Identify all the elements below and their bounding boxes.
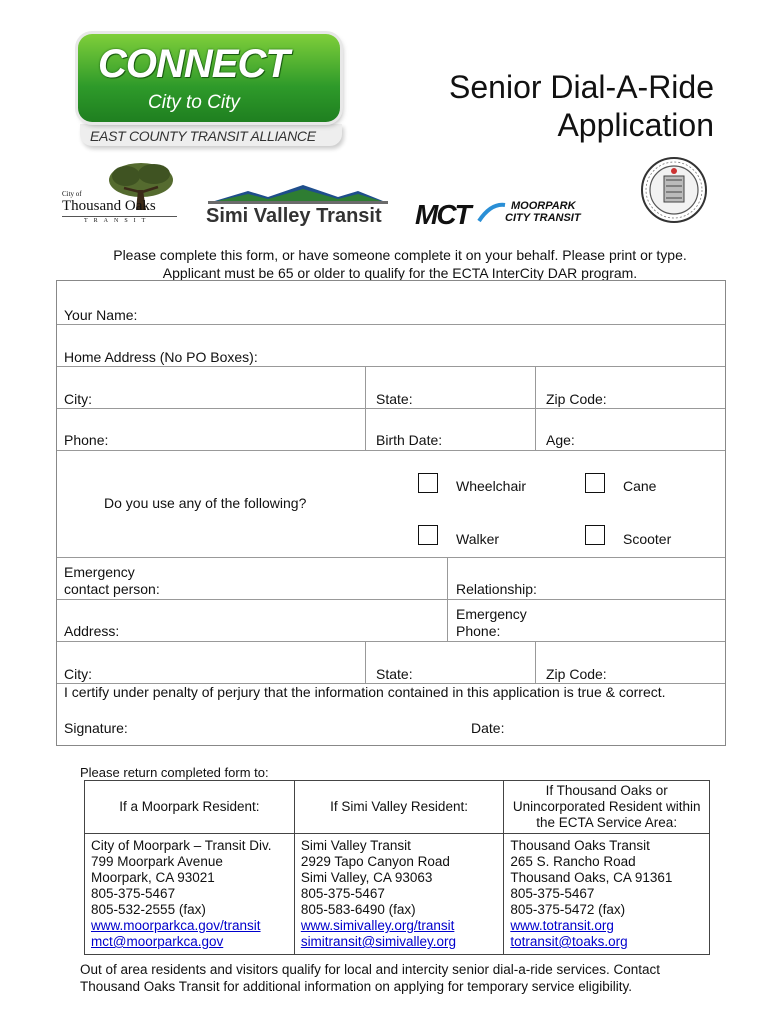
form-divider [57, 408, 725, 409]
return-address-table [84, 780, 710, 955]
connect-logo-word: CONNECT [98, 42, 289, 86]
wheelchair-checkbox[interactable] [418, 473, 438, 493]
footer-line-1: Out of area residents and visitors qualify for local and intercity senior dial-a-ride services. Contact [80, 962, 661, 977]
simi-valley-website-link[interactable]: www.simivalley.org/transit [300, 918, 455, 933]
page-title [400, 68, 714, 144]
address-line: Simi Valley Transit [300, 838, 411, 853]
form-col-divider [365, 641, 366, 683]
state-label-2: State: [376, 666, 413, 682]
form-divider [57, 641, 725, 642]
phone-line: 805-375-5467 [510, 886, 595, 901]
thousand-oaks-website-link[interactable]: www.totransit.org [510, 918, 614, 933]
title-line-1: Senior Dial-A-Ride [449, 69, 714, 105]
moorpark-line-2: CITY TRANSIT [505, 212, 581, 224]
thousand-oaks-logo [62, 160, 182, 230]
emergency-phone-label-2: Phone: [456, 623, 501, 639]
signature-label: Signature: [64, 720, 128, 736]
intro-text [60, 246, 740, 282]
form-col-divider [535, 641, 536, 683]
city-label-2: City: [64, 666, 92, 682]
thousand-oaks-header: If Thousand Oaks or Unincorporated Resident within the ECTA Service Area: [504, 781, 710, 834]
mountains-icon [208, 185, 388, 205]
zip-label: Zip Code: [546, 391, 607, 407]
address-line: 2929 Tapo Canyon Road [300, 854, 450, 869]
emergency-contact-label-1: Emergency [64, 564, 135, 580]
application-form [56, 280, 726, 746]
phone-line: 805-375-5467 [300, 886, 385, 901]
fax-line: 805-532-2555 (fax) [91, 902, 206, 917]
moorpark-email-link[interactable]: mct@moorparkca.gov [91, 934, 224, 949]
thousand-oaks-address-cell [504, 834, 710, 955]
address-label: Address: [64, 623, 120, 639]
form-divider [57, 599, 725, 600]
form-col-divider [535, 366, 536, 450]
walker-label: Walker [456, 531, 500, 547]
your-name-label: Your Name: [64, 307, 138, 323]
moorpark-address-cell [85, 834, 295, 955]
intro-line-1: Please complete this form, or have someone complete it on your behalf. Please print or type. [113, 247, 687, 263]
age-label: Age: [546, 432, 575, 448]
emergency-phone-label-1: Emergency [456, 606, 527, 622]
simi-valley-transit-name: Simi Valley Transit [206, 205, 382, 227]
thousand-oaks-sub: TRANSIT [84, 218, 152, 224]
footer-note [80, 961, 720, 995]
state-label: State: [376, 391, 413, 407]
relationship-label: Relationship: [456, 581, 537, 597]
walker-checkbox[interactable] [418, 525, 438, 545]
simi-valley-transit-logo [204, 185, 394, 235]
swoosh-icon [477, 201, 507, 225]
thousand-oaks-city-of: City of [62, 190, 82, 198]
moorpark-city-transit-logo [415, 195, 625, 229]
phone-line: 805-375-5467 [91, 886, 176, 901]
title-line-2: Application [557, 107, 714, 143]
zip-label-2: Zip Code: [546, 666, 607, 682]
fax-line: 805-375-5472 (fax) [510, 902, 626, 917]
moorpark-mark: MCT [415, 199, 470, 230]
phone-label: Phone: [64, 432, 109, 448]
address-line: 799 Moorpark Avenue [91, 854, 223, 869]
thousand-oaks-name: Thousand Oaks [62, 198, 156, 214]
moorpark-header: If a Moorpark Resident: [85, 781, 295, 834]
table-header-row [85, 781, 710, 834]
moorpark-website-link[interactable]: www.moorparkca.gov/transit [91, 918, 261, 933]
connect-logo-alliance: EAST COUNTY TRANSIT ALLIANCE [90, 128, 316, 144]
table-row [85, 834, 710, 955]
form-divider [57, 450, 725, 451]
address-line: Thousand Oaks Transit [510, 838, 650, 853]
cane-checkbox[interactable] [585, 473, 605, 493]
county-seal-icon [640, 156, 708, 224]
certify-statement: I certify under penalty of perjury that the information contained in this application is true & correct. [64, 684, 666, 700]
form-col-divider [447, 557, 448, 641]
address-line: Moorpark, CA 93021 [91, 870, 215, 885]
simi-valley-email-link[interactable]: simitransit@simivalley.org [300, 934, 457, 949]
address-line: Simi Valley, CA 93063 [300, 870, 433, 885]
thousand-oaks-rule [62, 216, 177, 217]
fax-line: 805-583-6490 (fax) [300, 902, 416, 917]
connect-logo-tagline: City to City [148, 92, 240, 113]
wheelchair-label: Wheelchair [456, 478, 527, 494]
form-divider [57, 366, 725, 367]
date-label: Date: [471, 720, 505, 736]
simi-valley-header: If Simi Valley Resident: [294, 781, 504, 834]
cane-label: Cane [623, 478, 657, 494]
form-divider [57, 557, 725, 558]
scooter-checkbox[interactable] [585, 525, 605, 545]
emergency-contact-label-2: contact person: [64, 581, 160, 597]
city-label: City: [64, 391, 92, 407]
connect-logo [76, 32, 356, 152]
address-line: Thousand Oaks, CA 91361 [510, 870, 673, 885]
return-instructions: Please return completed form to: [80, 765, 269, 780]
devices-question: Do you use any of the following? [104, 495, 307, 511]
address-line: 265 S. Rancho Road [510, 854, 636, 869]
thousand-oaks-email-link[interactable]: totransit@toaks.org [510, 934, 628, 949]
form-col-divider [365, 366, 366, 450]
address-line: City of Moorpark – Transit Div. [91, 838, 272, 853]
intro-line-2: Applicant must be 65 or older to qualify for the ECTA InterCity DAR program. [162, 265, 638, 281]
birth-date-label: Birth Date: [376, 432, 443, 448]
footer-line-2: Thousand Oaks Transit for additional information on applying for temporary service eligibility. [80, 979, 633, 994]
moorpark-line-1: MOORPARK [511, 200, 576, 212]
form-divider [57, 324, 725, 325]
simi-valley-address-cell [294, 834, 504, 955]
scooter-label: Scooter [623, 531, 672, 547]
home-address-label: Home Address (No PO Boxes): [64, 349, 258, 365]
